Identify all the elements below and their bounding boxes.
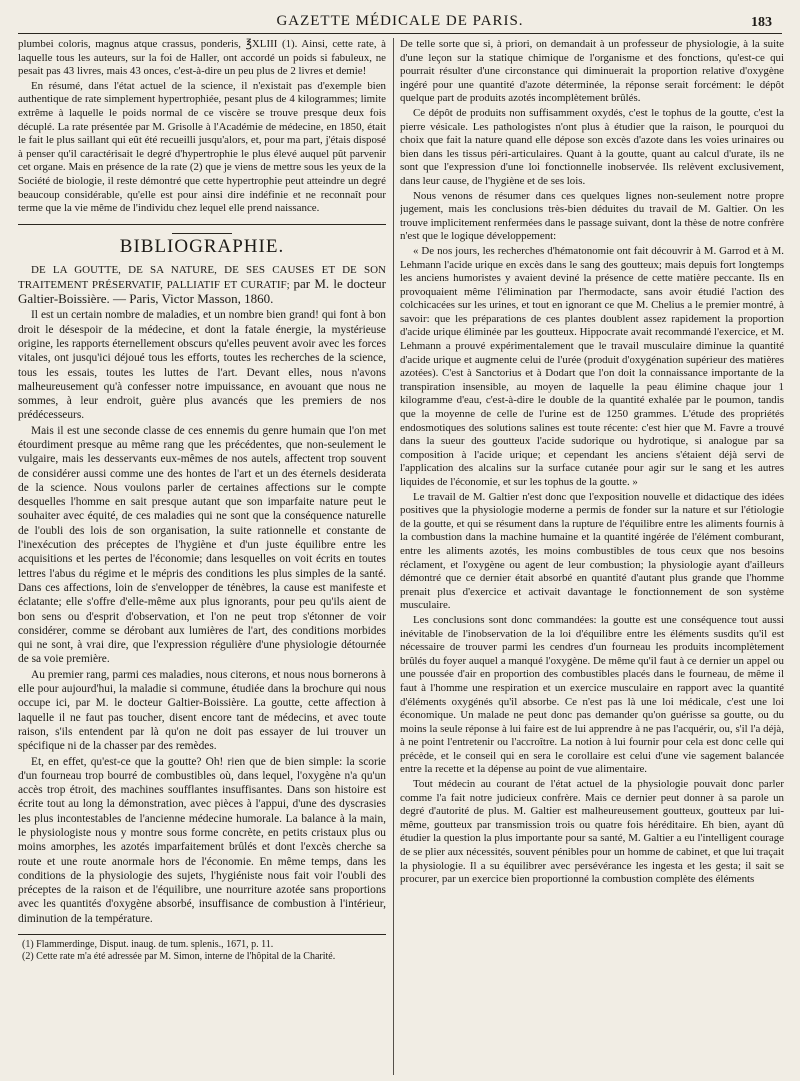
review-paragraph-3: Au premier rang, parmi ces maladies, nous citerons, et nous nous bornerons à elle pour aujourd'hui, la maladie si commune, étudiée dans la brochure qui nous occupe ici, par M. le docteur Galtier-Boissière. La goutte, cette affection à laquelle il ne faut pas toucher, disent encore tant de médecins, et avec toute raison, s'ils entendent par là qu'on ne doit pas essayer de lui trouver un spécifique ni de la chasser par des remèdes. (18, 668, 386, 753)
right-paragraph-1: De telle sorte que si, à priori, on demandait à un professeur de physiologie, à la suite d'une leçon sur la statique chimique de l'organisme et des fonctions, qu'est-ce qui pourrait résulter d'une circonstance qui diminuerait la proportion relative d'oxygène ingéré pour une quantité d'azote déterminée, la réponse serait forcément: le dépôt quelque part de produits azotés incomplètement brûlés. (400, 38, 784, 105)
right-paragraph-7: Tout médecin au courant de l'état actuel de la physiologie pouvait donc parler comme l'a fait notre judicieux confrère. Mais ce dernier peut donner à sa parole un degré d'autorité de plus. M. Galtier est malheureusement goutteux, goutteux par lui-même, goutteux par transmission trois ou quatre fois héréditaire. Eh bien, ayant dû étudier la question la plus importante pour sa santé, M. Galtier a eu l'intelligent courage de se plier aux nécessités, souvent pénibles pour un homme de cabinet, et que lui traçait la physiologie. Il a su équilibrer avec persévérance les ingesta et les gesta; il sait se procurer, par un exercice bien proportionné la combustion complète des éléments (400, 778, 784, 886)
review-paragraph-4: Et, en effet, qu'est-ce que la goutte? Oh! rien que de bien simple: la scorie d'un fourneau trop bourré de combustibles où, dans lequel, l'oxygène n'a qu'un accès trop étroit, des machines soufflantes insuffisantes. Dans son histoire est écrite tout au long la démonstration, avec pièces à l'appui, d'une des dyscrasies les plus incontestables de l'ancienne médecine humorale. La balance à la main, le physiologiste nous y montre sous forme concrète, en petits cristaux plus ou moins amorphes, les azotés imparfaitement brûlés et dont l'excès cherche sa route et une route anormale hors de l'économie. En même temps, dans les conditions de la physiologie des sujets, l'hygiéniste nous fait voir l'oubli des préceptes de la raison et de l'équilibre, une nourriture azotée sans proportions avec les quantités d'oxygène absorbé, insuffisance de combustion à l'intérieur, diminution de la température. (18, 755, 386, 925)
right-paragraph-2: Ce dépôt de produits non suffisamment oxydés, c'est le tophus de la goutte, c'est la pierre vésicale. Les pathologistes n'ont plus à étudier que la raison, le pourquoi du choix que fait la nature quand elle dépose son excès d'azote dans les voies urinaires ou bien dans les tissus péri-articulaires. Quant à la goutte, quant au calcul d'urate, ils ne sont que l'expression d'une loi fonctionnelle inobservée. Ils relèvent exclusivement, dans leur cause, de l'hygiène et de ses lois. (400, 106, 784, 187)
left-paragraph-1: plumbei coloris, magnus atque crassus, ponderis, ℥XLIII (1). Ainsi, cette rate, à laquelle tous les auteurs, sur la foi de Haller, ont accordé un poids si fabuleux, ne pesait pas 43 livres, mais 43 onces, c'est-à-dire un peu plus de 2 livres et demie! (18, 38, 386, 78)
footnote-2: (2) Cette rate m'a été adressée par M. Simon, interne de l'hôpital de la Charité. (22, 951, 336, 963)
section-separator (18, 224, 386, 225)
footnote-1: (1) Flammerdinge, Disput. inaug. de tum. splenis., 1671, p. 11. (22, 939, 274, 951)
column-divider (393, 38, 394, 1075)
section-separator-short (172, 233, 232, 234)
bibliography-title: DE LA GOUTTE, DE SA NATURE, DE SES CAUSES ET DE SON TRAITEMENT PRÉSERVATIF, PALLIATIF ET CURATIF; (18, 264, 386, 292)
right-paragraph-5: Le travail de M. Galtier n'est donc que l'exposition nouvelle et didactique des idées positives que la physiologie moderne a permis de fonder sur la nature et sur l'étiologie de la goutte, et qui se résument dans la rupture de l'équilibre entre les aliments fournis à la combustion dans la machine humaine et la quantité ingérée de l'élément comburant, entre les aliments azotés, les moins combustibles de tous ceux que nos besoins réclament, et l'oxygène ou agent de leur combustion; la physiologie ayant d'ailleurs démontré que ce dernier était absorbé en quantité d'autant plus grande que l'homme prenait plus d'exercice et activait davantage le fonctionnement de son système musculaire. (400, 490, 784, 612)
footnotes (18, 934, 386, 963)
right-paragraph-6: Les conclusions sont donc commandées: la goutte est une conséquence tout aussi inévitable de l'inobservation de la loi d'équilibre entre les éléments susdits qu'il est nécessaire de trouver parmi les cendres d'un fourneau les produits incomplètement brûlés du foyer auquel a manqué l'oxygène. De même qu'il faut à ce dernier un appel ou une poussée d'air en proportion des combustibles placés dans le fourneau, de même il faut à l'homme une respiration et un exercice musculaire en rapport avec la quantité d'éléments oxygénés qu'il absorbe. Ce n'est pas là une loi médicale, c'est une loi économique. Un malade ne peut donc pas demander qu'on guérisse sa goutte, ou du moins la seule réponse à lui faire est de lui apprendre à ne pas l'acquérir, ou, s'il l'a déjà, à ne point l'entretenir ou l'accroître. La notion à lui fournir pour cela est donc celle qui précède, et le conseil qui en sera le corollaire est celui d'une vie sagement balancée entre la recette et la dépense au point de vue alimentaire. (400, 613, 784, 776)
right-paragraph-3: Nous venons de résumer dans ces quelques lignes non-seulement notre propre jugement, mais les conclusions très-bien déduites du travail de M. Galtier. On les trouve implicitement renfermées dans le passage suivant, dont la thèse de notre confrère n'est que le logique développement: (400, 189, 784, 243)
review-paragraph-1: Il est un certain nombre de maladies, et un nombre bien grand! qui font à bon droit le désespoir de la médecine, et dont la fatale énergie, la mystérieuse origine, les rapports éternellement obscurs qu'elles peuvent avoir avec les forces vitales, ont jusqu'ici déjoué tous les efforts, toutes les recherches de la science, tous les essais, toutes les luttes de l'art. Devant elles, nous n'avons malheureusement qu'à confesser notre impuissance, en avouant que nous ne sommes, à leur endroit, guère plus avancés que les premiers de nos prédécesseurs. (18, 309, 386, 422)
bibliography-heading: BIBLIOGRAPHIE. (119, 235, 285, 257)
journal-title: GAZETTE MÉDICALE DE PARIS. (276, 13, 524, 29)
right-column (400, 38, 784, 1075)
review-body (18, 308, 386, 926)
left-paragraph-2: En résumé, dans l'état actuel de la science, il n'existait pas d'exemple bien authentique de rate simplement hypertrophiée, pesant plus de 4 kilogrammes; limite extrême à laquelle le poids normal de ce viscère se trouve presque deux fois décuplé. La rate présentée par M. Grisolle à l'Académie de médecine, en 1850, était le fait le plus saillant qui eût été recueilli jusqu'alors, et, pour ma part, j'étais disposé à penser qu'il caractérisait le degré d'hypertrophie le plus élevé auquel pût parvenir cet organe. Mais en présence de la rate (2) que je viens de mettre sous les yeux de la Société de biologie, il reste démontré que cette hypertrophie peut atteindre un degré beaucoup considérable, qu'elle est pour ainsi dire indéfinie et ne reconnaît pour terme que la vie même de l'individu chez lequel elle prend naissance. (18, 79, 386, 215)
page-number: 183 (751, 15, 772, 30)
bibliography-entry (18, 263, 386, 307)
left-column (18, 38, 386, 1075)
bibliography-author: par M. le docteur Galtier-Boissière. — Paris, Victor Masson, 1860. (18, 276, 386, 307)
review-paragraph-2: Mais il est une seconde classe de ces ennemis du genre humain que l'on met étourdiment presque au même rang que les précédentes, que non-seulement le vulgaire, mais les desservants eux-mêmes de nos autels, affectent trop souvent de considérer aussi comme une des hontes de l'art et un des éternels desiderata de la science. Nous voulons parler de certaines affections sur le compte desquelles l'homme en sait presque autant que son imparfaite nature peut le souhaiter avec équité, de ces maladies qui ne sont que la conséquence naturelle de l'oubli des lois de son organisation, la suite rationnelle et constante de l'inexécution des préceptes de l'hygiène et d'un juste équilibre entre les acquisitions et les pertes de l'économie; dans lesquelles on voit écrits en toutes lettres l'abus du régime et le mépris des conditions les plus simples de la santé. Dans ces affections, loin de s'envelopper de ténèbres, la cause est manifeste et éclatante; elle s'offre d'elle-même aux plus ignorants, pour peu qu'ils aient de bon sens ou d'esprit d'observation, et l'on ne peut trop s'étonner de voir considérer, comme se dérobant aux lumières de l'art, des conditions morbides qui ne sont, à vrai dire, que l'expression régulière d'une physiologie détournée de sa voie première. (18, 424, 386, 666)
page-header (10, 0, 790, 34)
header-rule (18, 33, 782, 34)
right-quote-paragraph: « De nos jours, les recherches d'hématonomie ont fait découvrir à M. Garrod et à M. Lehmann l'acide urique en excès dans le sang des goutteux; mais depuis fort longtemps les anciens humoristes y avaient deviné la présence de cette matière peccante. Ils en provoquaient même l'élimination par l'hermodacte, sans avoir étudié l'action des colchicacées sur les urines, et tout en ignorant ce que M. Chelius a le premier montré, à savoir: que les préparations de ces plantes doublent assez rapidement la proportion d'acide urique éliminée par les goutteux. Hippocrate avait recommandé l'exercice, et M. Lehmann a prouvé expérimentalement que le travail musculaire diminue la quantité d'acide urique et augmente celui de l'urée (produit d'oxygénation supérieur des matières azotées). C'est à Sanctorius et à Dodart que l'on doit la connaissance importante de la transpiration insensible, au moyen de laquelle la peau élimine chaque jour 1 kilogramme d'eau, c'est-à-dire le double de la quantité exhalée par le poumon, tandis que la moyenne de celle de l'urine est de 1250 grammes. L'étude des propriétés endosmotiques des solutions salines est toute récente: c'est hier que M. Favre a trouvé dans la sueur des goutteux l'acide sudorique ou hydrotique, si analogue par sa composition à l'acide urique; et cependant les anciens s'étaient déjà servi de l'application des alcalins sur la surface cutanée pour agir sur le sang et les autres liquides de l'économie, et sur les tophus de la goutte. » (400, 244, 784, 488)
